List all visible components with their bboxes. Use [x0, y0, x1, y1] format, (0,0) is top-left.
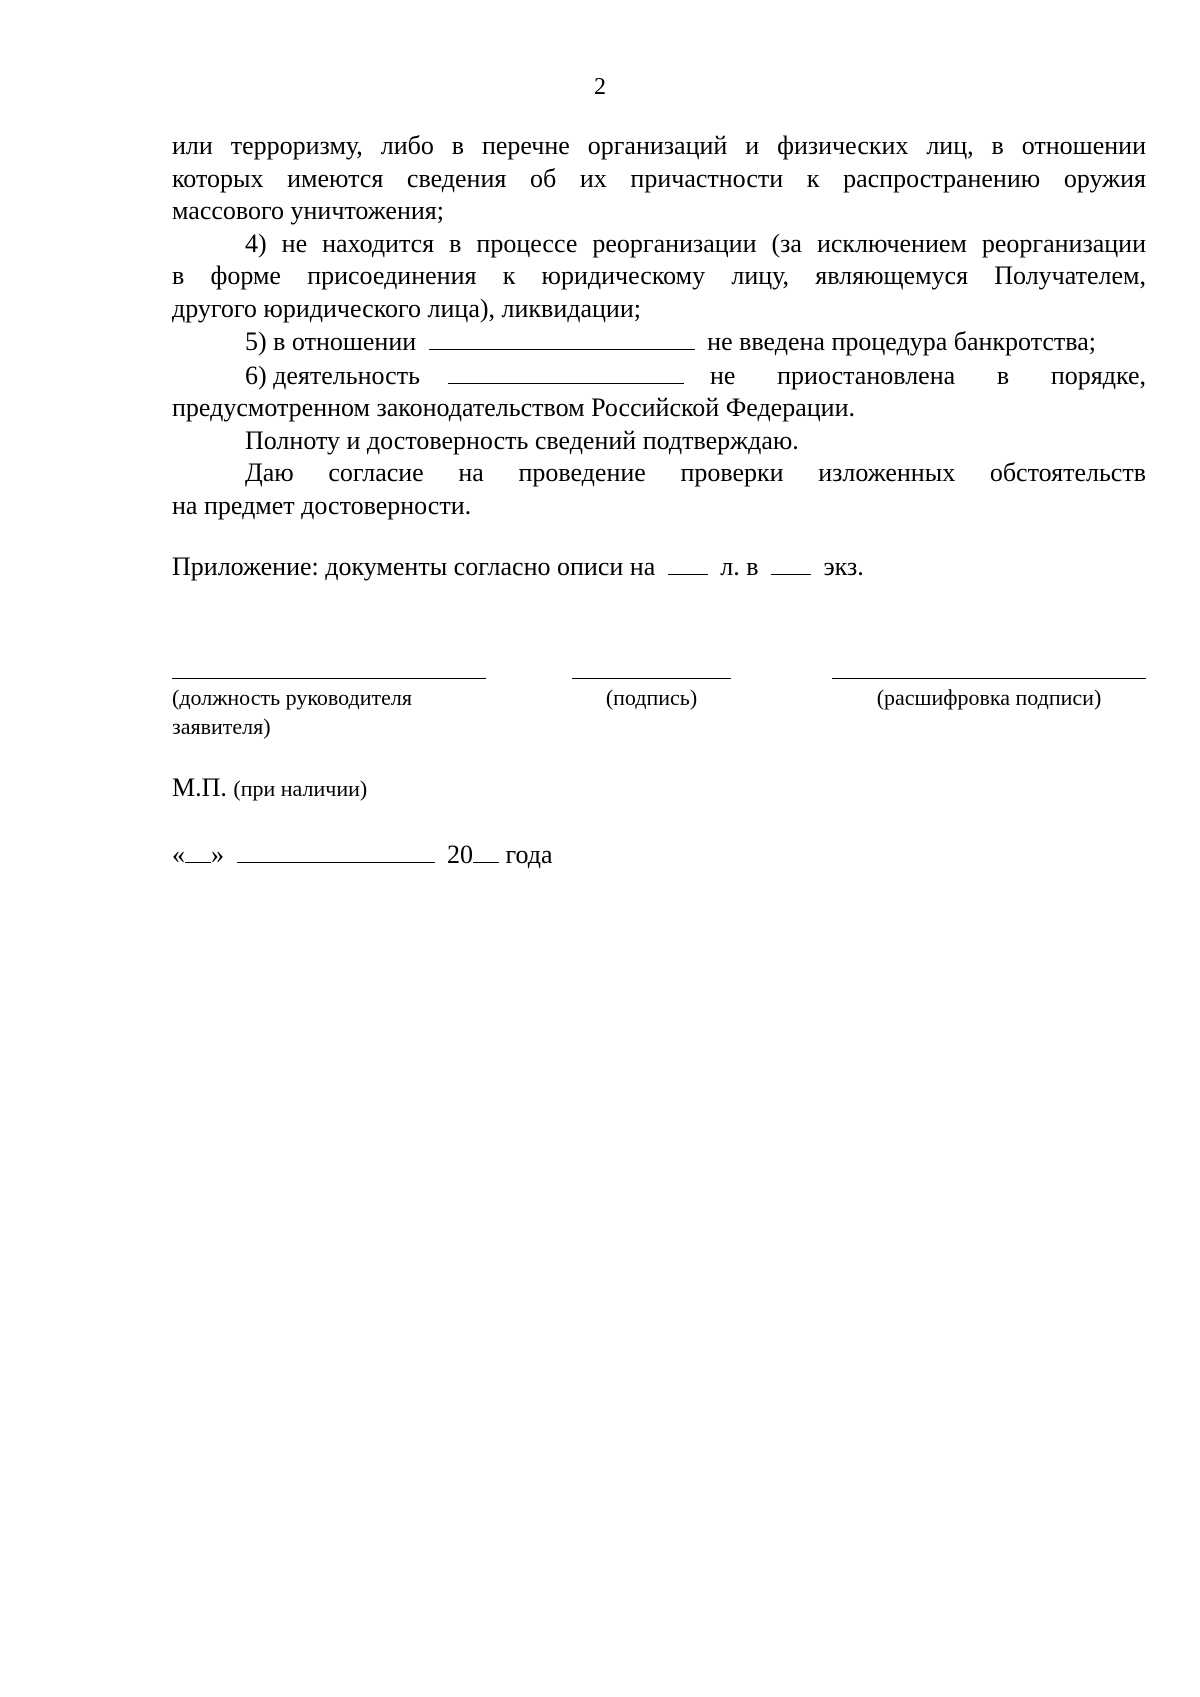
- text-line: на предмет достоверности.: [172, 490, 472, 520]
- copies-count-blank[interactable]: [771, 550, 811, 575]
- year-prefix: 20: [447, 840, 473, 869]
- paragraph-list-continuation: [172, 130, 1146, 228]
- date-line: « » 20 года: [172, 840, 553, 869]
- position-signature-line[interactable]: [172, 678, 486, 679]
- transcript-caption: (расшифровка подписи): [876, 685, 1102, 710]
- paragraph-item-6: [172, 359, 1146, 425]
- signature-caption: (подпись): [605, 685, 698, 710]
- item-5-text-start: 5) в отношении: [245, 327, 417, 356]
- text-line: предусмотренном законодательством Российской Федерации.: [172, 393, 855, 422]
- paragraph-item-5: [172, 325, 1146, 359]
- text-line: Полноту и достоверность сведений подтверждаю.: [245, 425, 799, 455]
- stamp-note: (при наличии): [233, 776, 368, 801]
- attachment-suffix: экз.: [823, 552, 864, 581]
- text-line: или терроризму, либо в перечне организаций и физических лиц, в отношении: [172, 131, 1146, 160]
- text-line: Даю согласие на проведение проверки изложенных обстоятельств: [245, 458, 1146, 487]
- activity-subject-blank[interactable]: [448, 359, 684, 384]
- page-number: 2: [594, 74, 606, 100]
- attachment-middle: л. в: [720, 552, 759, 581]
- text-line: в форме присоединения к юридическому лицу, являющемуся Получателем,: [172, 261, 1146, 290]
- sheets-count-blank[interactable]: [668, 550, 708, 575]
- text-line: 4) не находится в процессе реорганизации (за исключением реорганизации: [245, 228, 1146, 258]
- transcript-signature-line[interactable]: [832, 678, 1146, 679]
- paragraph-confirmation: [172, 425, 1146, 458]
- document-body: [172, 130, 1146, 522]
- year-blank[interactable]: [473, 838, 499, 863]
- item-6-text-end: не приостановлена в порядке,: [709, 360, 1146, 390]
- month-blank[interactable]: [237, 838, 435, 863]
- paragraph-item-4: [172, 228, 1146, 326]
- year-suffix: года: [505, 840, 553, 869]
- text-line: массового уничтожения;: [172, 196, 444, 225]
- stamp-label: М.П.: [172, 773, 227, 802]
- text-line: которых имеются сведения об их причастности к распространению оружия: [172, 163, 1146, 193]
- bankruptcy-subject-blank[interactable]: [429, 325, 695, 350]
- item-5-text-end: не введена процедура банкротства;: [707, 327, 1096, 356]
- text-line: другого юридического лица), ликвидации;: [172, 293, 641, 323]
- paragraph-consent: [172, 457, 1146, 522]
- position-caption: (должность руководителя заявителя): [172, 685, 412, 739]
- attachment-prefix: Приложение: документы согласно описи на: [172, 552, 656, 581]
- item-6-text-start: 6) деятельность: [245, 360, 420, 390]
- attachment-line: [172, 550, 864, 583]
- day-blank[interactable]: [185, 838, 211, 863]
- signature-line[interactable]: [572, 678, 731, 679]
- stamp-line: [172, 772, 367, 805]
